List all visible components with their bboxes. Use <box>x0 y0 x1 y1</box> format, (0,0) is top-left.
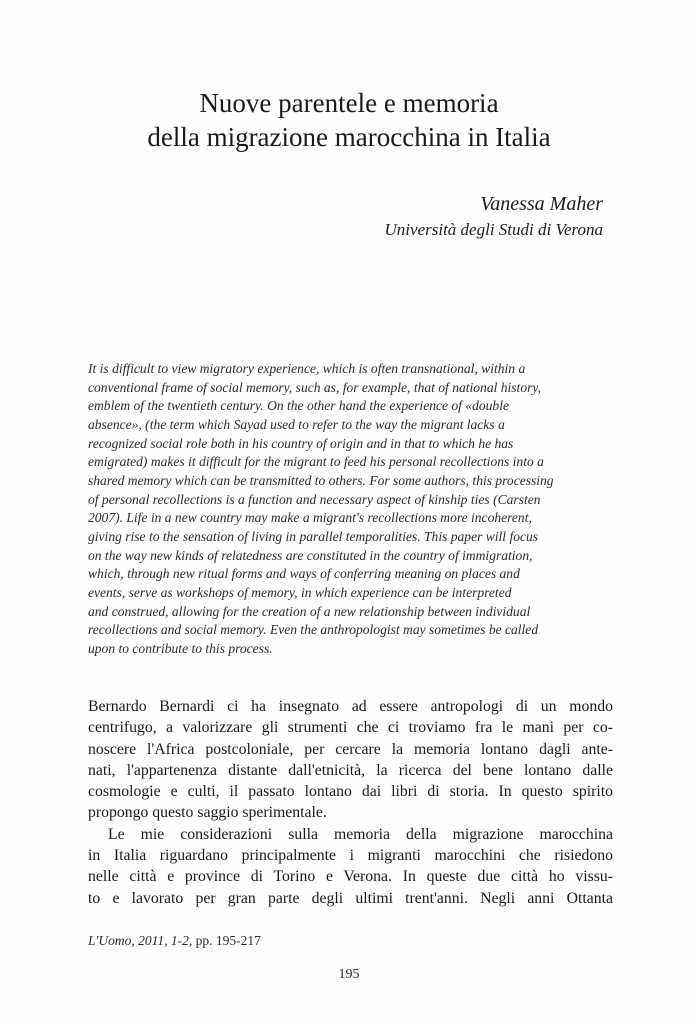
author-name: Vanessa Maher <box>480 193 603 215</box>
body-line: to e lavorato per gran parte degli ultimi trent'anni. Negli anni Ottanta <box>88 889 613 907</box>
abstract-line: It is difficult to view migratory experience, which is often transnational, within a <box>88 361 526 376</box>
body-line: propongo questo saggio sperimentale. <box>88 804 327 822</box>
page-number: 195 <box>338 967 360 982</box>
abstract-line: events, serve as workshops of memory, in which experience can be interpreted <box>88 584 512 600</box>
body-line: cosmologie e culti, il passato lontano dai libri di storia. In questo spirito <box>88 783 613 801</box>
title-line-2: della migrazione marocchina in Italia <box>147 122 551 152</box>
abstract-line: recognized social role both in his country of origin and in that to which he has <box>88 435 514 451</box>
journal-citation <box>88 932 261 950</box>
body-line: nati, l'appartenenza distante dall'etnicità, la ricerca del bene lontano dalle <box>88 761 613 779</box>
abstract-line: which, through new ritual forms and ways of conferring meaning on places and <box>88 566 520 582</box>
abstract-line: absence», (the term which Sayad used to refer to the way the migrant lacks a <box>88 416 505 432</box>
body-line: nelle città e province di Torino e Verona. In queste due città ho vissu- <box>88 868 613 886</box>
abstract <box>88 360 610 659</box>
body-line: in Italia riguardano principalmente i migranti marocchini che risiedono <box>88 847 613 865</box>
author-affiliation: Università degli Studi di Verona <box>384 220 603 239</box>
body-text <box>88 696 613 909</box>
abstract-line: 2007). Life in a new country may make a migrant's recollections more incoherent, <box>88 510 532 526</box>
journal-issue: 2011, 1-2 <box>138 933 189 948</box>
title-line-1: Nuove parentele e memoria <box>199 88 499 118</box>
abstract-line: recollections and social memory. Even the anthropologist may sometimes be called <box>88 622 539 638</box>
body-line: centrifugo, a valorizzare gli strumenti che ci troviamo fra le mani per co- <box>88 719 613 737</box>
abstract-line: emblem of the twentieth century. On the other hand the experience of «double <box>88 398 509 414</box>
abstract-line: of personal recollections is a function and necessary aspect of kinship ties (Carsten <box>88 491 541 507</box>
body-line: noscere l'Africa postcoloniale, per cercare la memoria lontano dagli ante- <box>88 740 613 758</box>
abstract-line: shared memory which can be transmitted to others. For some authors, this processing <box>88 472 554 488</box>
abstract-line: conventional frame of social memory, such as, for example, that of national history, <box>88 379 542 395</box>
abstract-line: upon to contribute to this process. <box>88 640 273 656</box>
journal-name: L'Uomo, <box>88 933 135 948</box>
abstract-line: on the way new kinds of relatedness are constituted in the country of immigration, <box>88 547 533 563</box>
abstract-line: and construed, allowing for the creation of a new relationship between individual <box>88 603 531 619</box>
abstract-line: emigrated) makes it difficult for the migrant to feed his personal recollections into a <box>88 454 544 470</box>
body-line: Bernardo Bernardi ci ha insegnato ad essere antropologi di un mondo <box>88 698 613 715</box>
abstract-line: giving rise to the sensation of living in parallel temporalities. This paper will focus <box>88 528 539 544</box>
body-line: Le mie considerazioni sulla memoria della migrazione marocchina <box>108 825 613 843</box>
article-title <box>60 86 638 154</box>
journal-pages: , pp. 195-217 <box>188 933 261 948</box>
